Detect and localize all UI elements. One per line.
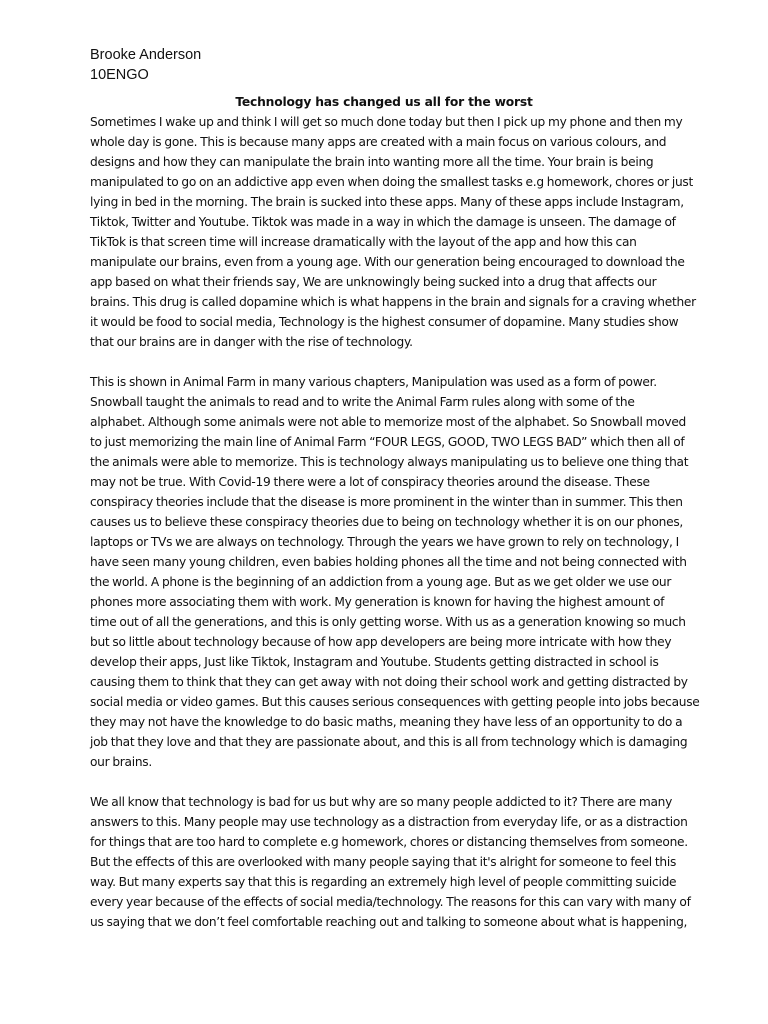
- paragraph-line: it would be food to social media, Technology is the highest consumer of dopamine. Many studies show: [90, 315, 679, 329]
- paragraph-line: have seen many young children, even babies holding phones all the time and not being connected with: [90, 555, 687, 569]
- paragraph-line: our brains.: [90, 755, 152, 769]
- paragraph-line: that our brains are in danger with the rise of technology.: [90, 335, 413, 349]
- paragraph-line: lying in bed in the morning. The brain is sucked into these apps. Many of these apps include Instagram,: [90, 195, 684, 209]
- paragraph-line: manipulate our brains, even from a young age. With our generation being encouraged to download the: [90, 255, 685, 269]
- paragraph-line: causes us to believe these conspiracy theories due to being on technology whether it is on our phones,: [90, 515, 683, 529]
- paragraph-line: TikTok is that screen time will increase dramatically with the layout of the app and how this can: [90, 235, 637, 249]
- paragraph-line: Snowball taught the animals to read and to write the Animal Farm rules along with some of the: [90, 395, 635, 409]
- paragraph-line: time out of all the generations, and this is only getting worse. With us as a generation knowing so much: [90, 615, 686, 629]
- paragraph-gap: [90, 772, 690, 792]
- paragraph-line: designs and how they can manipulate the brain into wanting more all the time. Your brain is being: [90, 155, 654, 169]
- paragraph-line: whole day is gone. This is because many apps are created with a main focus on various colours, and: [90, 135, 667, 149]
- paragraph-line: the animals were able to memorize. This is technology always manipulating us to believe one thing that: [90, 455, 689, 469]
- paragraph-line: app based on what their friends say, We are unknowingly being sucked into a drug that affects our: [90, 275, 657, 289]
- paragraph-line: laptops or TVs we are always on technology. Through the years we have grown to rely on technology, I: [90, 535, 679, 549]
- paragraph-line: But the effects of this are overlooked with many people saying that it's alright for someone to feel this: [90, 855, 677, 869]
- paragraph-line: We all know that technology is bad for us but why are so many people addicted to it? There are many: [90, 795, 673, 809]
- paragraph-line: for things that are too hard to complete e.g homework, chores or distancing themselves from someone.: [90, 835, 688, 849]
- paragraph-line: causing them to think that they can get away with not doing their school work and getting distracted by: [90, 675, 688, 689]
- paragraph: [90, 372, 700, 772]
- paragraph-line: phones more associating them with work. My generation is known for having the highest amount of: [90, 595, 665, 609]
- paragraph: [90, 792, 690, 932]
- paragraph-line: to just memorizing the main line of Animal Farm “FOUR LEGS, GOOD, TWO LEGS BAD” which then all of: [90, 435, 685, 449]
- paragraph-line: social media or video games. But this causes serious consequences with getting people into jobs because: [90, 695, 700, 709]
- paragraph-line: but so little about technology because of how app developers are being more intricate with how they: [90, 635, 672, 649]
- paragraph-line: way. But many experts say that this is regarding an extremely high level of people committing suicide: [90, 875, 677, 889]
- document-header: [90, 45, 201, 85]
- paragraph-line: alphabet. Although some animals were not able to memorize most of the alphabet. So Snowball moved: [90, 415, 687, 429]
- paragraph-line: manipulated to go on an addictive app even when doing the smallest tasks e.g homework, chores or just: [90, 175, 693, 189]
- essay-title: Technology has changed us all for the worst: [235, 95, 533, 109]
- paragraph-line: the world. A phone is the beginning of an addiction from a young age. But as we get older we use our: [90, 575, 672, 589]
- paragraph-line: us saying that we don’t feel comfortable reaching out and talking to someone about what is happening,: [90, 915, 688, 929]
- paragraph-line: Sometimes I wake up and think I will get so much done today but then I pick up my phone and then my: [90, 115, 683, 129]
- paragraph-line: Tiktok, Twitter and Youtube. Tiktok was made in a way in which the damage is unseen. The damage of: [90, 215, 676, 229]
- class-code: 10ENGO: [90, 67, 149, 83]
- paragraph-line: develop their apps, Just like Tiktok, Instagram and Youtube. Students getting distracted in school is: [90, 655, 659, 669]
- paragraph: [90, 112, 696, 352]
- paragraph-gap: [90, 352, 690, 372]
- paragraph-line: This is shown in Animal Farm in many various chapters, Manipulation was used as a form of power.: [90, 375, 657, 389]
- author-name: Brooke Anderson: [90, 47, 202, 63]
- essay-body: [90, 112, 700, 932]
- paragraph-line: conspiracy theories include that the disease is more prominent in the winter than in summer. This then: [90, 495, 683, 509]
- paragraph-line: may not be true. With Covid-19 there were a lot of conspiracy theories around the disease. These: [90, 475, 650, 489]
- paragraph-line: brains. This drug is called dopamine which is what happens in the brain and signals for a craving whether: [90, 295, 696, 309]
- paragraph-line: answers to this. Many people may use technology as a distraction from everyday life, or as a distraction: [90, 815, 688, 829]
- paragraph-line: every year because of the effects of social media/technology. The reasons for this can vary with many of: [90, 895, 691, 909]
- paragraph-line: they may not have the knowledge to do basic maths, meaning they have less of an opportunity to do a: [90, 715, 683, 729]
- paragraph-line: job that they love and that they are passionate about, and this is all from technology which is damaging: [90, 735, 688, 749]
